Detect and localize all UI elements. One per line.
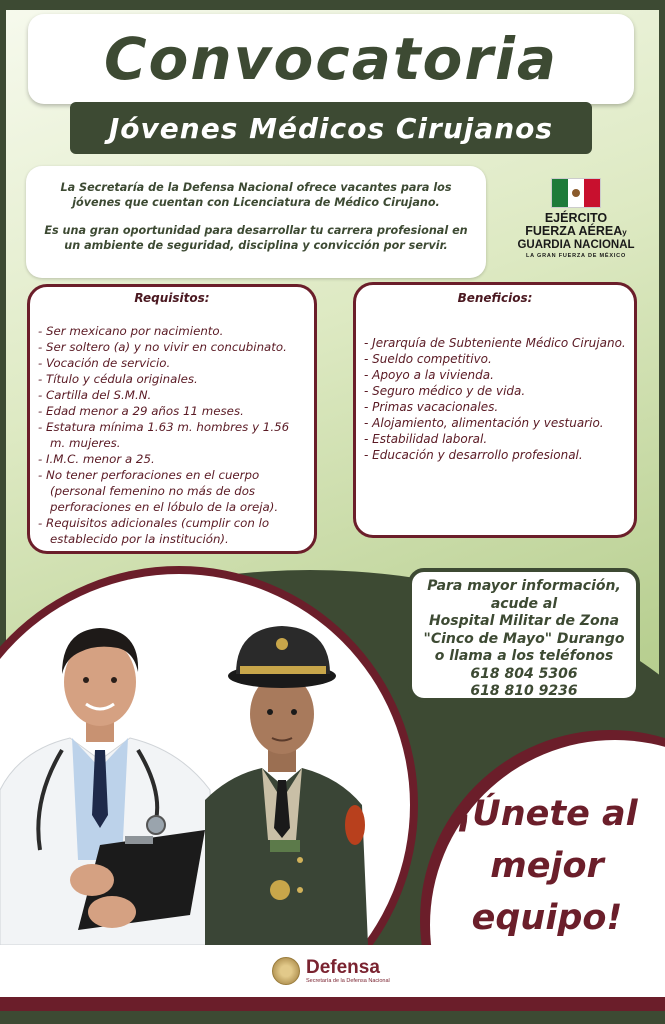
contact-info-box: [408, 568, 640, 702]
institution-logo: [504, 178, 648, 258]
contact-line-location: "Cinco de Mayo" Durango: [423, 630, 625, 647]
slogan-line: equipo!: [471, 898, 623, 938]
list-item: - Primas vacacionales.: [364, 399, 626, 415]
doctor-and-soldier-illustration: [0, 600, 420, 960]
list-item: - No tener perforaciones en el cuerpo (personal femenino no más de dos perforaciones en el lóbulo de la oreja).: [38, 467, 306, 515]
phone-number[interactable]: 618 804 5306: [470, 665, 578, 682]
list-item: - Alojamiento, alimentación y vestuario.: [364, 415, 626, 431]
defensa-logo: [272, 953, 390, 989]
list-item: - Título y cédula originales.: [38, 371, 306, 387]
benefits-heading: Beneficios:: [457, 291, 533, 305]
contact-line: acude al: [490, 595, 558, 612]
footer-brand-sub: Secretaría de la Defensa Nacional: [306, 977, 390, 984]
doctor-figure: [0, 628, 215, 945]
page-title: Convocatoria: [103, 25, 559, 93]
requirements-box: [27, 284, 317, 554]
list-item: - Jerarquía de Subteniente Médico Cirujano.: [364, 335, 626, 351]
list-item: - Estatura mínima 1.63 m. hombres y 1.56 m. mujeres.: [38, 419, 306, 451]
logo-tagline: LA GRAN FUERZA DE MÉXICO: [525, 253, 627, 259]
logo-line-fuerza-aerea: FUERZA AÉREAy: [525, 224, 627, 238]
intro-paragraph-1: La Secretaría de la Defensa Nacional ofrece vacantes para los jóvenes que cuentan con Licenciatura de Médico Cirujano.: [60, 181, 452, 209]
phone-number[interactable]: 618 810 9236: [470, 683, 578, 699]
footer-brand: Defensa: [306, 956, 380, 978]
page-subtitle: Jóvenes Médicos Cirujanos: [108, 111, 554, 145]
requirements-heading: Requisitos:: [134, 291, 210, 305]
footer-olive-bar: [0, 1011, 665, 1024]
list-item: - I.M.C. menor a 25.: [38, 451, 306, 467]
benefits-list: [364, 335, 626, 463]
requirements-list: [38, 323, 306, 547]
subtitle-banner: [70, 102, 592, 154]
intro-paragraph-2: Es una gran oportunidad para desarrollar tu carrera profesional en un ambiente de seguridad, disciplina y convicción por servir.: [44, 224, 468, 252]
list-item: - Vocación de servicio.: [38, 355, 306, 371]
benefits-box: [353, 282, 637, 538]
list-item: - Requisitos adicionales (cumplir con lo establecido por la institución).: [38, 515, 306, 547]
logo-line-guardia-nacional: GUARDIA NACIONAL: [517, 239, 635, 251]
list-item: - Edad menor a 29 años 11 meses.: [38, 403, 306, 419]
list-item: - Ser mexicano por nacimiento.: [38, 323, 306, 339]
list-item: - Ser soltero (a) y no vivir en concubinato.: [38, 339, 306, 355]
list-item: - Apoyo a la vivienda.: [364, 367, 626, 383]
contact-line: o llama a los teléfonos: [434, 648, 614, 664]
soldier-figure: [205, 626, 368, 945]
list-item: - Sueldo competitivo.: [364, 351, 626, 367]
intro-box: [26, 166, 486, 278]
footer-maroon-bar: [0, 997, 665, 1011]
list-item: - Cartilla del S.M.N.: [38, 387, 306, 403]
logo-line-ejercito: EJÉRCITO: [544, 211, 608, 225]
list-item: - Estabilidad laboral.: [364, 431, 626, 447]
national-seal-icon: [272, 957, 300, 985]
slogan-line: mejor: [490, 846, 604, 886]
eagle-icon: [572, 189, 580, 197]
mexico-flag-icon: [551, 178, 601, 208]
title-banner: [28, 14, 634, 104]
slogan: [432, 788, 662, 944]
contact-line: Para mayor información,: [427, 578, 621, 594]
contact-line-hospital: Hospital Militar de Zona: [428, 613, 620, 629]
frame-top: [0, 0, 665, 10]
list-item: - Seguro médico y de vida.: [364, 383, 626, 399]
slogan-line: ¡Únete al: [456, 794, 638, 834]
list-item: - Educación y desarrollo profesional.: [364, 447, 626, 463]
